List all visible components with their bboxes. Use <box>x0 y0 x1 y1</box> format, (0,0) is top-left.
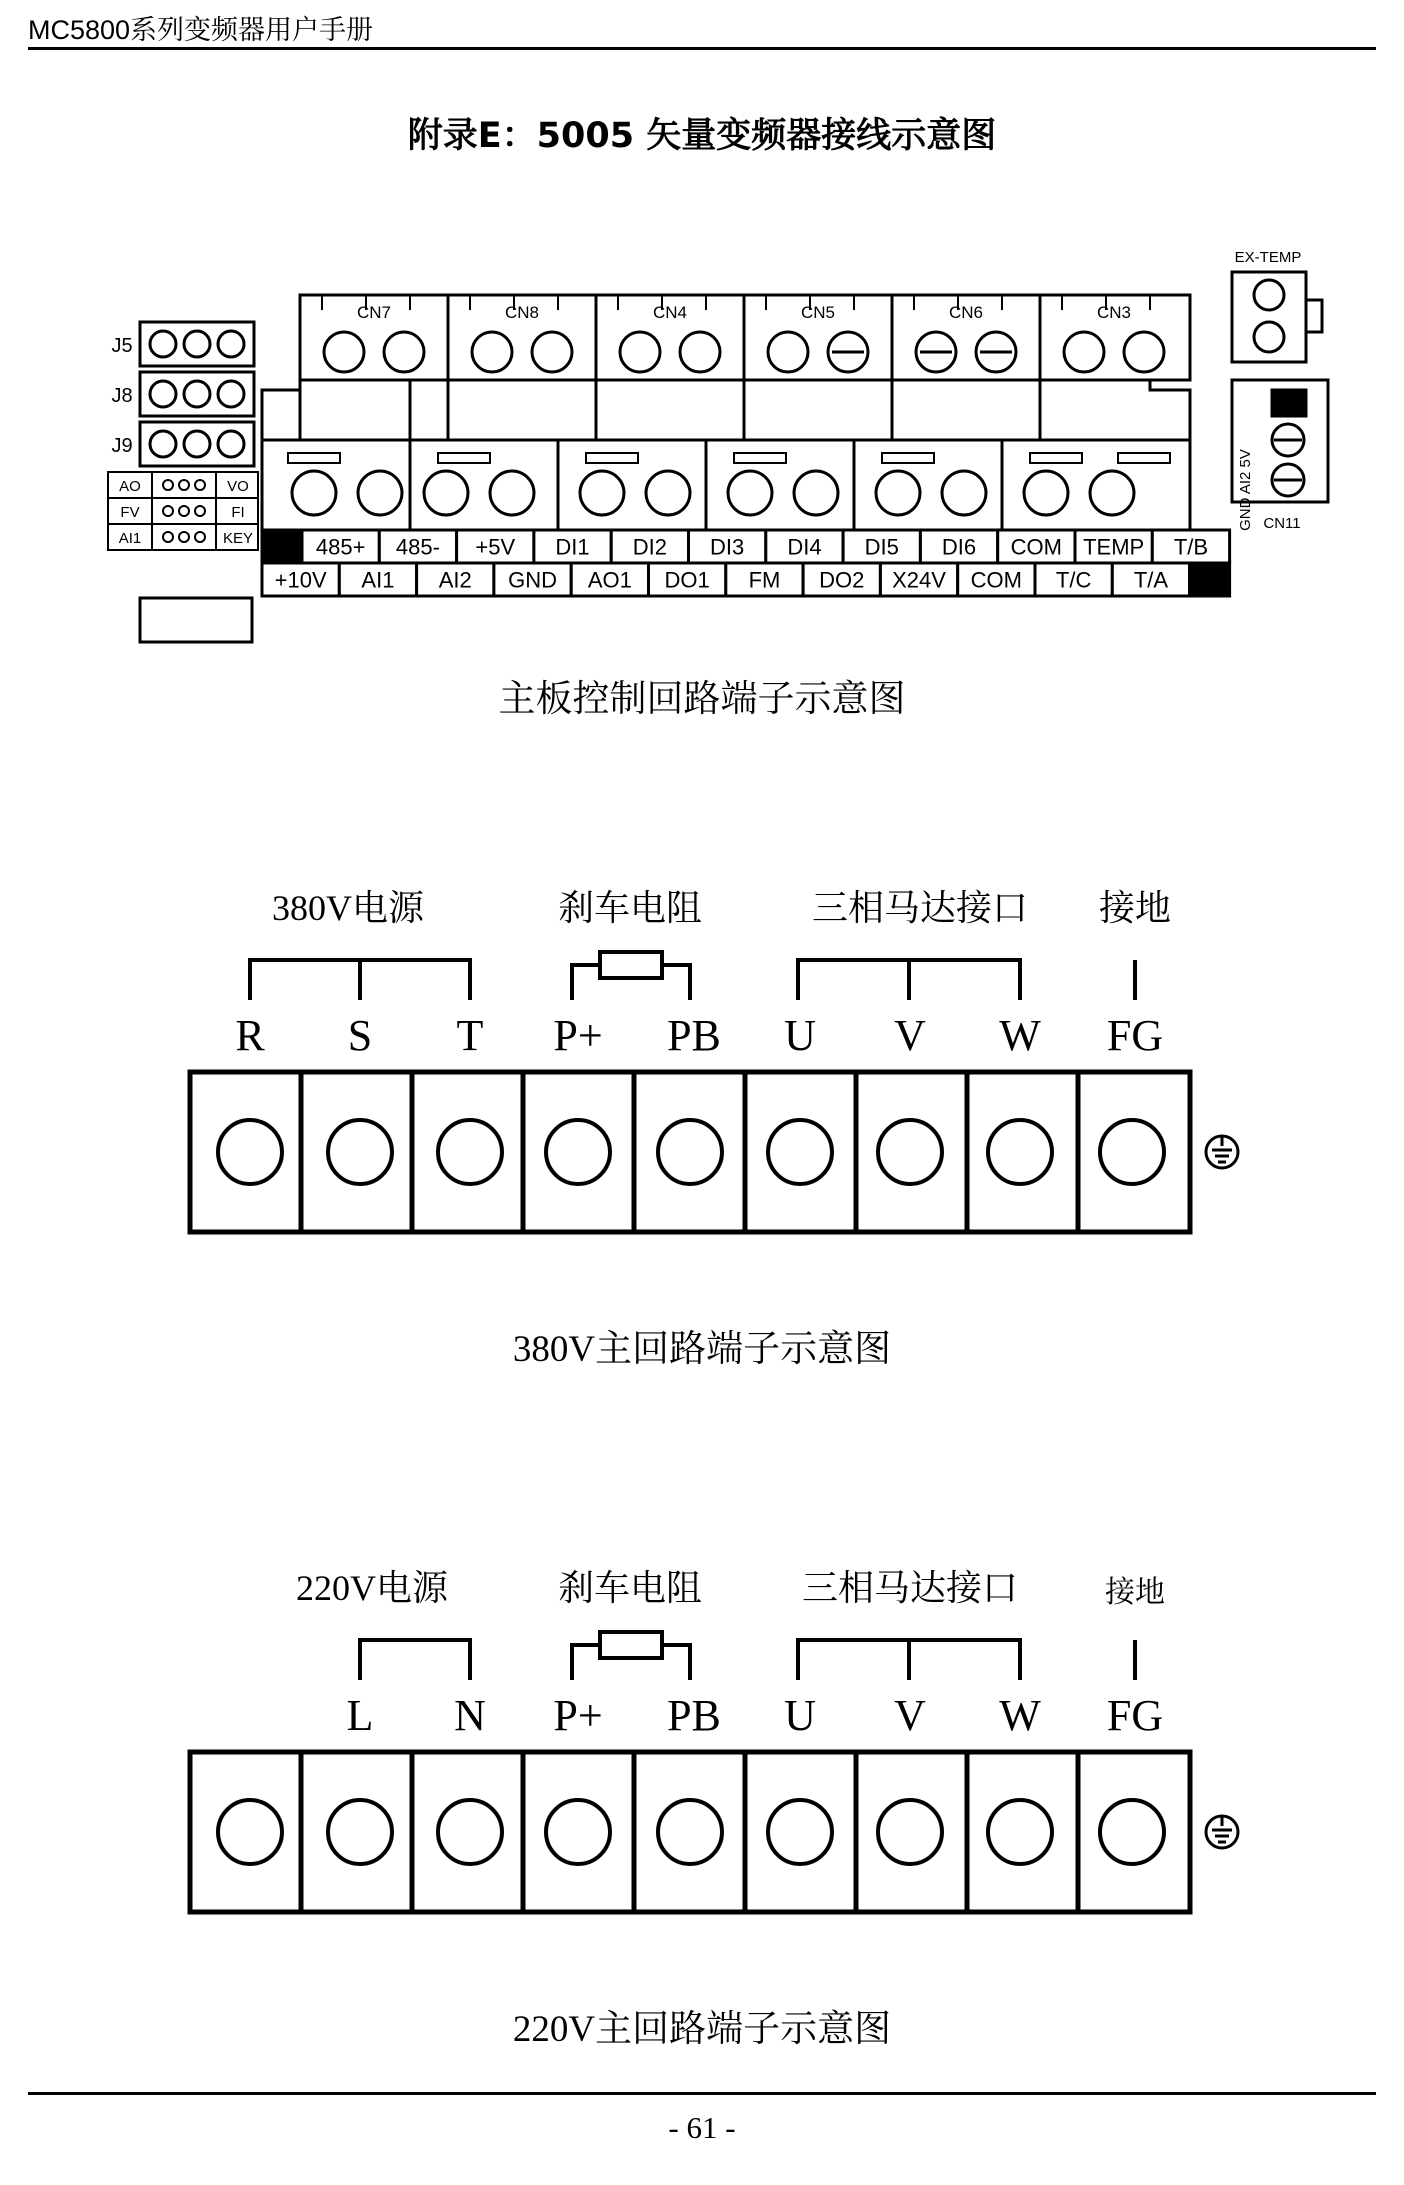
terminal-row-start-marker <box>262 530 302 563</box>
terminal-bottom-ai1: AI1 <box>361 567 395 593</box>
terminal-top-temp: TEMP <box>1083 534 1145 560</box>
pin-label-vo: VO <box>227 478 249 495</box>
pin-label-fv: FV <box>120 504 140 521</box>
terminal-bottom-t-c: T/C <box>1055 567 1092 593</box>
pin-label-key: KEY <box>222 530 254 547</box>
page-header: MC5800系列变频器用户手册 <box>28 15 374 45</box>
jumper-label-j9: J9 <box>111 435 133 457</box>
jumper-label-j8: J8 <box>111 385 133 407</box>
caption-main-220: 220V主回路端子示意图 <box>512 2009 892 2050</box>
terminal-bottom-ao1: AO1 <box>587 567 632 593</box>
group-label-220-motor: 三相马达接口 <box>801 1568 1019 1608</box>
group-label-220-power: 220V电源 <box>296 1568 448 1608</box>
connector-label-cn7: CN7 <box>356 303 392 322</box>
terminal-top-t-b: T/B <box>1173 534 1209 560</box>
terminal-380-pb: PB <box>667 1011 721 1060</box>
terminal-220-w: W <box>999 1691 1041 1740</box>
terminal-380-u: U <box>784 1011 816 1060</box>
terminal-220-pb: PB <box>667 1691 721 1740</box>
terminal-bottom-do1: DO1 <box>664 567 710 593</box>
terminal-220-v: V <box>894 1691 926 1740</box>
connector-label-cn5: CN5 <box>800 303 836 322</box>
terminal-top-485-: 485- <box>395 534 440 560</box>
terminal-top-di4: DI4 <box>787 534 822 560</box>
cn11-label: CN11 <box>1263 515 1301 532</box>
terminal-220-fg: FG <box>1106 1691 1164 1740</box>
terminal-top-di2: DI2 <box>632 534 667 560</box>
connector-label-cn8: CN8 <box>504 303 540 322</box>
terminal-380-t: T <box>456 1011 484 1060</box>
terminal-top-di1: DI1 <box>555 534 590 560</box>
appendix-title: 附录E：5005 矢量变频器接线示意图 <box>407 116 997 156</box>
terminal-bottom-do2: DO2 <box>819 567 865 593</box>
group-label-220-brake: 刹车电阻 <box>557 1568 703 1608</box>
terminal-380-w: W <box>999 1011 1041 1060</box>
group-label-380-power: 380V电源 <box>272 888 424 928</box>
group-label-380-ground: 接地 <box>1098 888 1172 928</box>
terminal-380-s: S <box>347 1011 373 1060</box>
terminal-top-di6: DI6 <box>941 534 977 560</box>
control-board-diagram <box>0 240 1404 660</box>
terminal-row-end-marker <box>1190 563 1230 596</box>
connector-label-cn4: CN4 <box>652 303 688 322</box>
terminal-bottom-com: COM <box>970 567 1023 593</box>
connector-label-cn6: CN6 <box>948 303 984 322</box>
ground-symbol-220 <box>1206 1816 1238 1848</box>
pin-label-ao: AO <box>119 478 141 495</box>
group-label-380-motor: 三相马达接口 <box>811 888 1029 928</box>
terminal-top-com: COM <box>1010 534 1063 560</box>
terminal-220-l: L <box>346 1691 374 1740</box>
terminal-top-di3: DI3 <box>710 534 745 560</box>
terminal-top--5v: +5V <box>475 534 516 560</box>
terminal-380-fg: FG <box>1106 1011 1164 1060</box>
caption-main-380: 380V主回路端子示意图 <box>512 1329 892 1370</box>
main-circuit-380-diagram <box>0 860 1404 1290</box>
terminal-bottom-t-a: T/A <box>1133 567 1169 593</box>
group-label-220-ground: 接地 <box>1105 1576 1165 1609</box>
terminal-380-r: R <box>235 1011 265 1060</box>
main-circuit-220-diagram <box>0 1540 1404 1970</box>
terminal-bottom--10v: +10V <box>274 567 327 593</box>
group-label-380-brake: 刹车电阻 <box>557 888 703 928</box>
terminal-220-pplus: P+ <box>553 1691 603 1740</box>
connector-label-cn3: CN3 <box>1096 303 1132 322</box>
terminal-220-u: U <box>784 1691 816 1740</box>
page-number: - 61 - <box>668 2110 736 2145</box>
cn11-side-label: GND AI2 5V <box>1237 449 1254 531</box>
terminal-top-485-: 485+ <box>315 534 366 560</box>
header-divider <box>28 47 1376 50</box>
terminal-bottom-ai2: AI2 <box>438 567 472 593</box>
terminal-380-v: V <box>894 1011 926 1060</box>
terminal-bottom-fm: FM <box>748 567 781 593</box>
ex-temp-label: EX-TEMP <box>1234 249 1302 266</box>
caption-control-board: 主板控制回路端子示意图 <box>498 679 906 720</box>
ground-symbol-380 <box>1206 1136 1238 1168</box>
footer-divider <box>28 2092 1376 2095</box>
terminal-top-di5: DI5 <box>864 534 899 560</box>
pin-label-ai1: AI1 <box>118 530 142 547</box>
jumper-label-j5: J5 <box>111 335 133 357</box>
terminal-380-pplus: P+ <box>553 1011 603 1060</box>
pin-label-fi: FI <box>231 504 245 521</box>
terminal-bottom-gnd: GND <box>508 567 557 593</box>
terminal-220-n: N <box>454 1691 486 1740</box>
terminal-bottom-x24v: X24V <box>892 567 946 593</box>
